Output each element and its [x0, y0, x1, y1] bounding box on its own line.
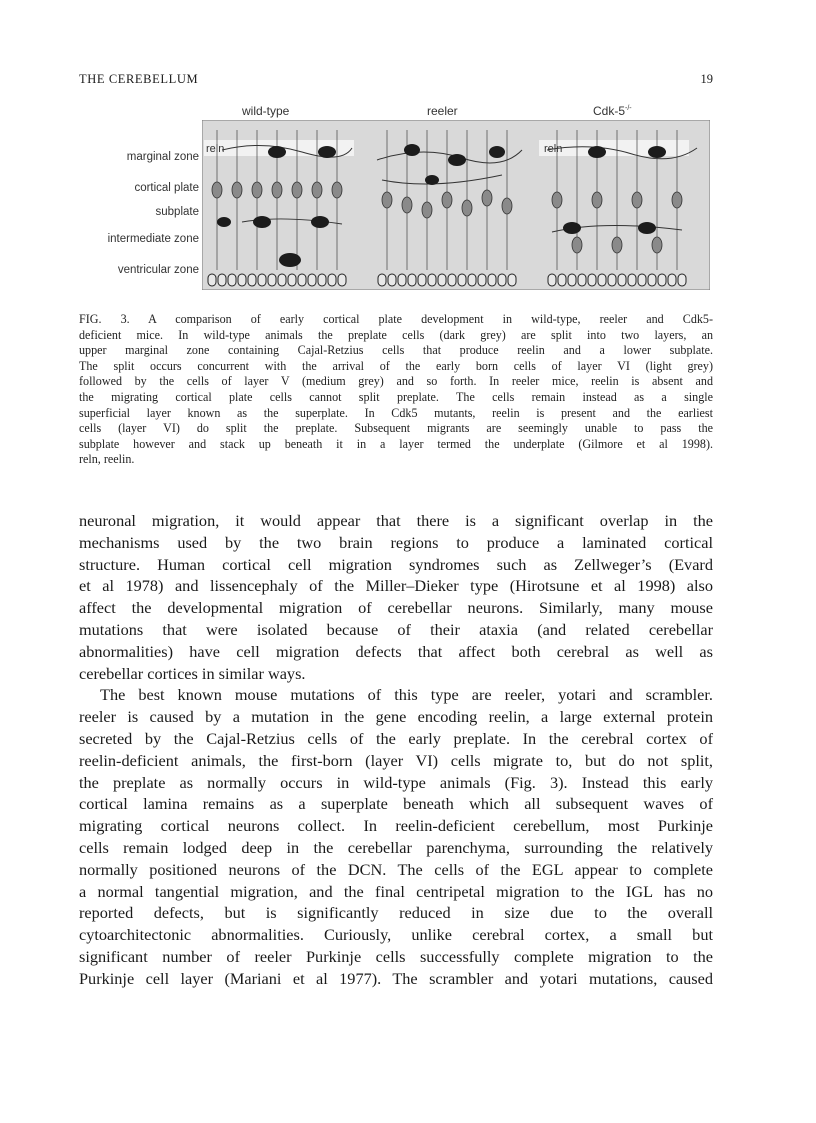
- caption-line: subplate however and stack up beneath it in a layer termed the underplate (Gilmore et al 1998).: [79, 436, 713, 451]
- caption-line: reln, reelin.: [79, 452, 135, 467]
- text-line: cerebellar cortices in similar ways.: [79, 663, 306, 683]
- figure-3: [79, 104, 719, 290]
- zone-label-marginal: marginal zone: [126, 151, 199, 163]
- text-line: Purkinje cell layer (Mariani et al 1977). The scrambler and yotari mutations, caused: [79, 968, 713, 988]
- figure-caption: [79, 312, 713, 468]
- caption-line: upper marginal zone containing Cajal-Retzius cells that produce reelin and a lower subplate.: [79, 343, 713, 358]
- cortical-development-illustration: [202, 120, 710, 290]
- zone-label-ventricular: ventricular zone: [117, 264, 199, 276]
- text-line: migrating cortical neurons collect. In reelin-deficient cerebellum, most Purkinje: [79, 816, 713, 836]
- reln-label-wild-type: reln: [206, 143, 225, 155]
- caption-line: The split occurs concurrent with the arrival of the early born cells of layer VI (light grey): [79, 358, 713, 373]
- text-line: The best known mouse mutations of this type are reeler, yotari and scrambler.: [100, 685, 713, 705]
- running-head-title: THE CEREBELLUM: [79, 72, 199, 86]
- text-line: affect the developmental migration of cerebellar neurons. Similarly, many mouse: [79, 598, 713, 618]
- paragraph-1: [79, 510, 713, 684]
- caption-line: cells (layer VI) do split the preplate. Subsequent migrants are seemingly unable to pass the: [79, 421, 713, 436]
- zone-label-intermediate: intermediate zone: [107, 233, 199, 245]
- caption-line: superficial layer known as the superplate. In Cdk5 mutants, reelin is present and the earliest: [79, 405, 713, 420]
- column-label-reeler: reeler: [427, 104, 458, 118]
- running-head: [79, 72, 713, 92]
- caption-line: the migrating cortical plate cells cannot split preplate. The cells remain instead as a single: [79, 389, 713, 404]
- text-line: significant number of reeler Purkinje cells successfully complete migration to the: [79, 946, 713, 966]
- caption-line: followed by the cells of layer V (medium grey) and so forth. In reeler mice, reelin is absent and: [79, 374, 713, 389]
- page-number: 19: [700, 72, 713, 86]
- text-line: neuronal migration, it would appear that there is a significant overlap in the: [79, 511, 713, 530]
- zone-label-cortical-plate: cortical plate: [134, 182, 199, 194]
- column-label-cdk5: Cdk-5-/-: [593, 104, 632, 118]
- caption-line: deficient mice. In wild-type animals the preplate cells (dark grey) are split into two layers, an: [79, 327, 713, 342]
- body-text: [79, 510, 713, 990]
- column-label-wild-type: wild-type: [242, 104, 290, 118]
- paragraph-2: [79, 684, 713, 989]
- text-line: abnormalities) have cell migration defects that affect both cerebral as well as: [79, 641, 713, 661]
- text-line: cortical lamina remains as a superplate beneath which all subsequent waves of: [79, 794, 713, 814]
- text-line: the preplate as normally occurs in wild-type animals (Fig. 3). Instead this early: [79, 772, 713, 792]
- text-line: et al 1978) and lissencephaly of the Miller–Dieker type (Hirotsune et al 1998) also: [79, 576, 713, 596]
- text-line: reported defects, but is significantly reduced in size due to the overall: [79, 903, 713, 923]
- text-line: secreted by the Cajal-Retzius cells of the early preplate. In the cerebral cortex of: [79, 728, 713, 748]
- text-line: structure. Human cortical cell migration syndromes such as Zellweger’s (Evard: [79, 554, 713, 574]
- text-line: normally positioned neurons of the DCN. The cells of the EGL appear to complete: [79, 859, 713, 879]
- text-line: reeler is caused by a mutation in the gene encoding reelin, a large external protein: [79, 707, 713, 727]
- zone-label-subplate: subplate: [155, 206, 199, 218]
- text-line: reelin-deficient animals, the first-born (layer VI) cells migrate to, but do not split,: [79, 750, 713, 770]
- reln-label-cdk5: reln: [544, 143, 563, 155]
- text-line: cytoarchitectonic abnormalities. Curiously, unlike cerebral cortex, a small but: [79, 925, 713, 945]
- text-line: cells remain lodged deep in the cerebellar parenchyma, surrounding the relatively: [79, 837, 713, 857]
- text-line: mutations that were isolated because of their ataxia (and related cerebellar: [79, 619, 713, 639]
- text-line: mechanisms used by the two brain regions to produce a laminated cortical: [79, 532, 713, 552]
- caption-line: FIG. 3. A comparison of early cortical plate development in wild-type, reeler and Cdk5-: [79, 312, 713, 326]
- text-line: a normal tangential migration, and the final centripetal migration to the IGL has no: [79, 881, 713, 901]
